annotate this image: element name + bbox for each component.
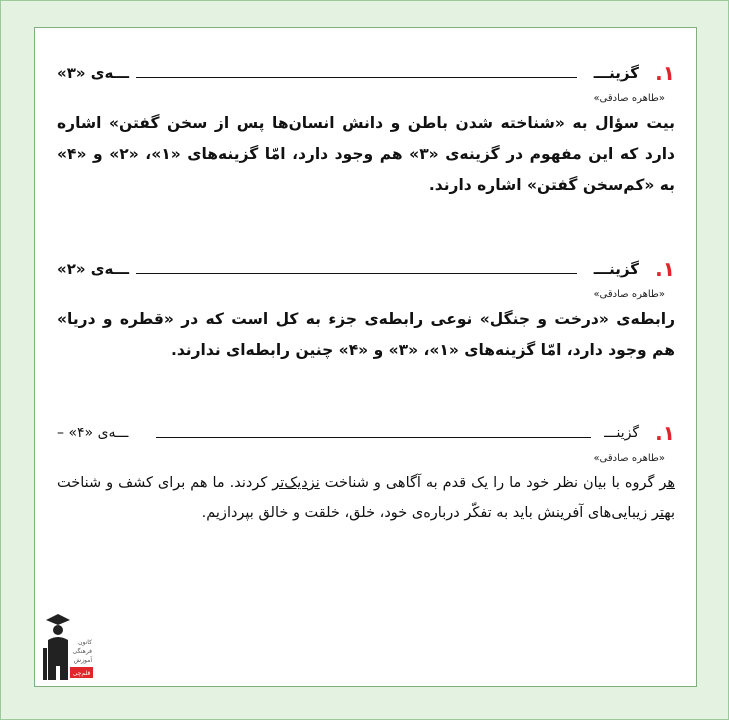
logo-line-3: آموزش <box>73 657 92 664</box>
option-label-end: ـــه‌ی «۲» <box>57 260 129 278</box>
author-credit: «طاهره صادقی» <box>593 93 665 104</box>
author-credit: «طاهره صادقی» <box>593 453 665 464</box>
answer-2 <box>57 257 675 366</box>
explanation-text: رابطه‌ی «درخت و جنگل» نوعی رابطه‌ی جزء به کل است که در «قطره و دریا» هم وجود دارد، امّا گزینه‌های «۱»، «۳» و «۴» چنین رابطه‌ای ندارند. <box>57 310 675 359</box>
option-label-start: گزینـــ <box>604 425 639 441</box>
option-label-end: ـــه‌ی «۳» <box>57 64 129 82</box>
option-label-end: ـــه‌ی «۴» – <box>57 425 129 441</box>
logo-line-1: کانون <box>78 639 92 646</box>
logo-line-2: فرهنگی <box>72 648 92 655</box>
option-label-start: گزینـــ <box>593 260 639 278</box>
explanation-text <box>57 468 675 528</box>
option-label-start: گزینـــ <box>593 64 639 82</box>
answer-header <box>57 257 675 281</box>
publisher-logo <box>40 610 94 686</box>
option-rule <box>136 273 577 274</box>
text-run: زیبایی‌های آفرینش باید به تفکّر درباره‌ی خود، خلق، خلقت و خالق بپردازیم. <box>201 505 652 521</box>
question-number: ۱. <box>655 257 675 281</box>
logo-badge: قلم‌چی <box>72 670 91 677</box>
underlined-word: بهتر <box>651 505 675 521</box>
author-credit: «طاهره صادقی» <box>593 289 665 300</box>
text-run: کردند. ما هم برای کشف و شناخت <box>57 475 273 491</box>
answer-1 <box>57 61 675 201</box>
question-number: ۱. <box>655 421 675 445</box>
explanation-text: بیت سؤال به «شناخته شدن باطن و دانش انسان‌ها پس از سخن گفتن» اشاره دارد که این مفهوم در گزینه‌ی «۳» هم وجود دارد، امّا گزینه‌های «۱»، «۲» و «۴» به «کم‌سخن گفتن» اشاره دارند. <box>57 114 676 194</box>
underlined-word: نزدیک‌تر <box>272 475 320 491</box>
answer-3 <box>57 421 675 528</box>
option-rule <box>136 77 577 78</box>
option-rule <box>156 437 591 438</box>
question-number: ۱. <box>655 61 675 85</box>
underlined-word: هر <box>659 475 675 491</box>
text-run: گروه با بیان نظر خود ما را یک قدم به آگاهی و شناخت <box>319 475 660 491</box>
answer-sheet <box>34 27 697 687</box>
answer-header <box>57 61 675 85</box>
answer-header <box>57 421 675 445</box>
